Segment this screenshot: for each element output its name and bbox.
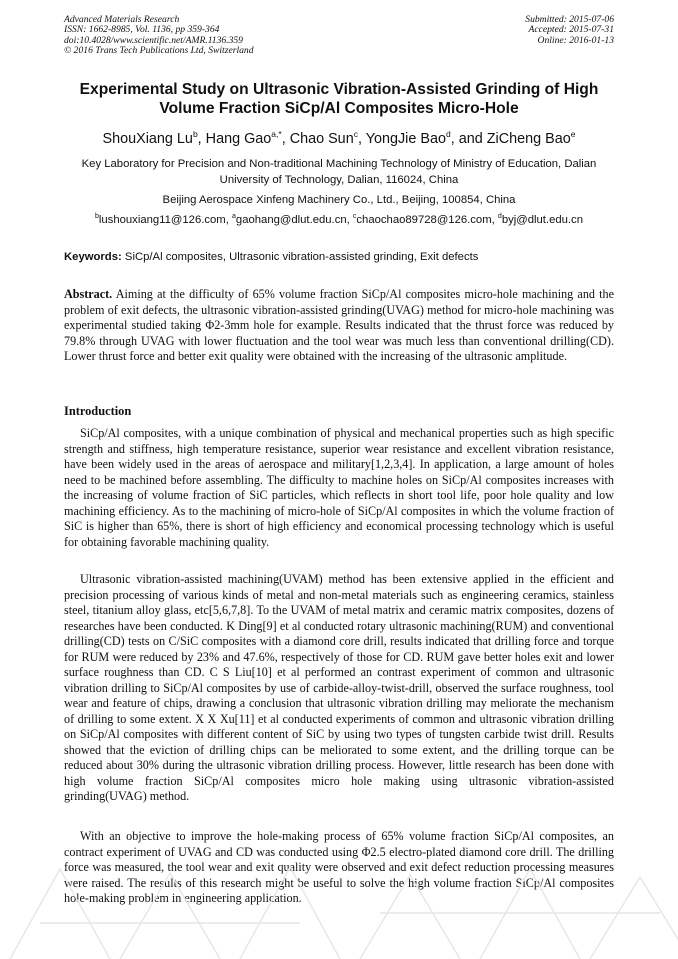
- paper-title: Experimental Study on Ultrasonic Vibration-Assisted Grinding of High Volume Fraction SiCp/Al Composites Micro-Hole: [79, 81, 599, 117]
- submission-dates: [525, 15, 614, 46]
- doi-line: doi:10.4028/www.scientific.net/AMR.1136.359: [64, 34, 243, 46]
- email-separator: ,: [346, 214, 353, 226]
- email-mark: b: [94, 213, 99, 220]
- keywords: [64, 250, 614, 265]
- affiliation-1: Key Laboratory for Precision and Non-traditional Machining Technology of Ministry of Education, Dalian University of Technology, Dalian, 116024, China: [81, 158, 597, 186]
- email-mark: c: [352, 213, 357, 220]
- abstract-text: Aiming at the difficulty of 65% volume fraction SiCp/Al composites micro-hole machining and the problem of exit defects, the ultrasonic vibration-assisted grinding(UVAG) method for micro-hole machining was experimental studied taking Φ2-3mm hole for example. Results indicated that the thrust force was reduced by 79.8% through UVAG with lower fluctuation and the tool wear was much less than conventional drilling(CD). Lower thrust force and better exit quality were obtained with the increasing of the ultrasonic amplitude.: [64, 287, 614, 363]
- intro-paragraph-1: SiCp/Al composites, with a unique combination of physical and mechanical properties such as high specific strength and stiffness, high temperature resistance, superior wear resistance and excellent vibration resistance, have been widely used in the areas of aerospace and military[1,2,3,4]. In application, a large amount of holes need to be machined before assembling. The difficulty to machine holes on SiCp/Al composites increases with the increasing of volume fraction of SiC particles, which reflects in short tool life, poor hole quality and low machining efficiency. As to the machining of micro-hole of SiCp/Al composites in which the volume fraction of SiC is higher than 65%, there is short of high efficiency and economical processing technology which is useful for obtaining favorable machining quality.: [64, 426, 614, 549]
- intro-paragraph-3: With an objective to improve the hole-making process of 65% volume fraction SiCp/Al composites, an contract experiment of UVAG and CD was conducted using Φ2.5 electro-plated diamond core drill. The drilling force was measured, the tool wear and exit quality were observed and exit defect reduction processing measures were raised. The results of this research might be useful to solve the high volume fraction SiCp/Al composites hole-making problem in engineering application.: [64, 829, 614, 905]
- submitted-date: Submitted: 2015-07-06: [525, 14, 614, 25]
- issn-line: ISSN: 1662-8985, Vol. 1136, pp 359-364: [64, 24, 220, 36]
- email-address: lushouxiang11@126.com: [98, 214, 226, 226]
- abstract-label: Abstract.: [64, 287, 113, 301]
- affiliation-2: Beijing Aerospace Xinfeng Machinery Co., Ltd., Beijing, 100854, China: [162, 194, 516, 206]
- email-address: chaochao89728@126.com: [356, 214, 492, 226]
- author-name: Hang Gao: [205, 131, 272, 147]
- author-separator: , and: [450, 131, 487, 147]
- intro-paragraph-2: Ultrasonic vibration-assisted machining(UVAM) method has been extensive applied in the efficient and precision processing of various kinds of metal and non-metal materials such as engineering ceramics, stainless steel, titanium alloy glass, etc[5,6,7,8]. To the UVAM of metal matrix and ceramic matrix composites, dozens of researches have been conducted. K Ding[9] et al conducted rotary ultrasonic machining(RUM) and conventional drilling(CD) tests on C/SiC composites with a diamond core drill, results indicated that drilling force and torque for RUM were reduced by 23% and 47.6%, respectively of those for CD. RUM gave better holes exit and lower surface roughness than CD. C S Liu[10] et al performed an contrast experiment of common and ultrasonic vibration drilling to SiCp/Al composites by use of carbide-alloy-twist-drill, observed the surface roughness, tool wear and feature of chips, drawing a conclusion that ultrasonic vibration drilling may meliorate the mechanism of drilling to some extent. X X Xu[11] et al conducted experiments of common and ultrasonic vibration drilling on SiCp/Al composites with different content of SiC by using two types of tungsten carbide twist drill. Results showed that the eviction of drilling chips can be meliorated to some extent, and the drilling torque can be reduced about 30% during the ultrasonic vibration drilling process. However, little research has been done with high volume fraction SiCp/Al composites micro hole making using ultrasonic vibration-assisted grinding(UVAG) method.: [64, 572, 614, 803]
- author-affil-mark: d: [446, 129, 451, 139]
- email-separator: ,: [491, 214, 498, 226]
- keywords-text: SiCp/Al composites, Ultrasonic vibration-assisted grinding, Exit defects: [121, 251, 479, 263]
- author-affil-mark: e: [570, 129, 576, 139]
- accepted-date: Accepted: 2015-07-31: [528, 24, 614, 36]
- author-separator: ,: [197, 131, 206, 147]
- author-affil-mark: b: [192, 129, 198, 139]
- email-address: byj@dlut.edu.cn: [501, 214, 583, 226]
- abstract: [64, 287, 614, 365]
- email-address: gaohang@dlut.edu.cn: [235, 214, 347, 226]
- author-separator: ,: [281, 131, 290, 147]
- journal-name: Advanced Materials Research: [64, 14, 180, 25]
- author-name: Chao Sun: [289, 131, 354, 147]
- keywords-label: Keywords:: [64, 251, 122, 263]
- author-name: ShouXiang Lu: [102, 131, 193, 147]
- email-list: [64, 213, 614, 228]
- author-affil-mark: c: [353, 129, 358, 139]
- author-separator: ,: [357, 131, 366, 147]
- copyright-line: © 2016 Trans Tech Publications Ltd, Switzerland: [64, 45, 254, 57]
- author-affil-mark: a,*: [271, 129, 282, 139]
- email-separator: ,: [225, 214, 232, 226]
- author-name: YongJie Bao: [365, 131, 446, 147]
- author-name: ZiCheng Bao: [486, 131, 571, 147]
- section-heading-introduction: Introduction: [64, 404, 132, 418]
- author-list: [64, 130, 614, 148]
- email-mark: d: [497, 213, 502, 220]
- online-date: Online: 2016-01-13: [537, 34, 614, 46]
- email-mark: a: [232, 213, 236, 220]
- journal-info: [64, 15, 254, 57]
